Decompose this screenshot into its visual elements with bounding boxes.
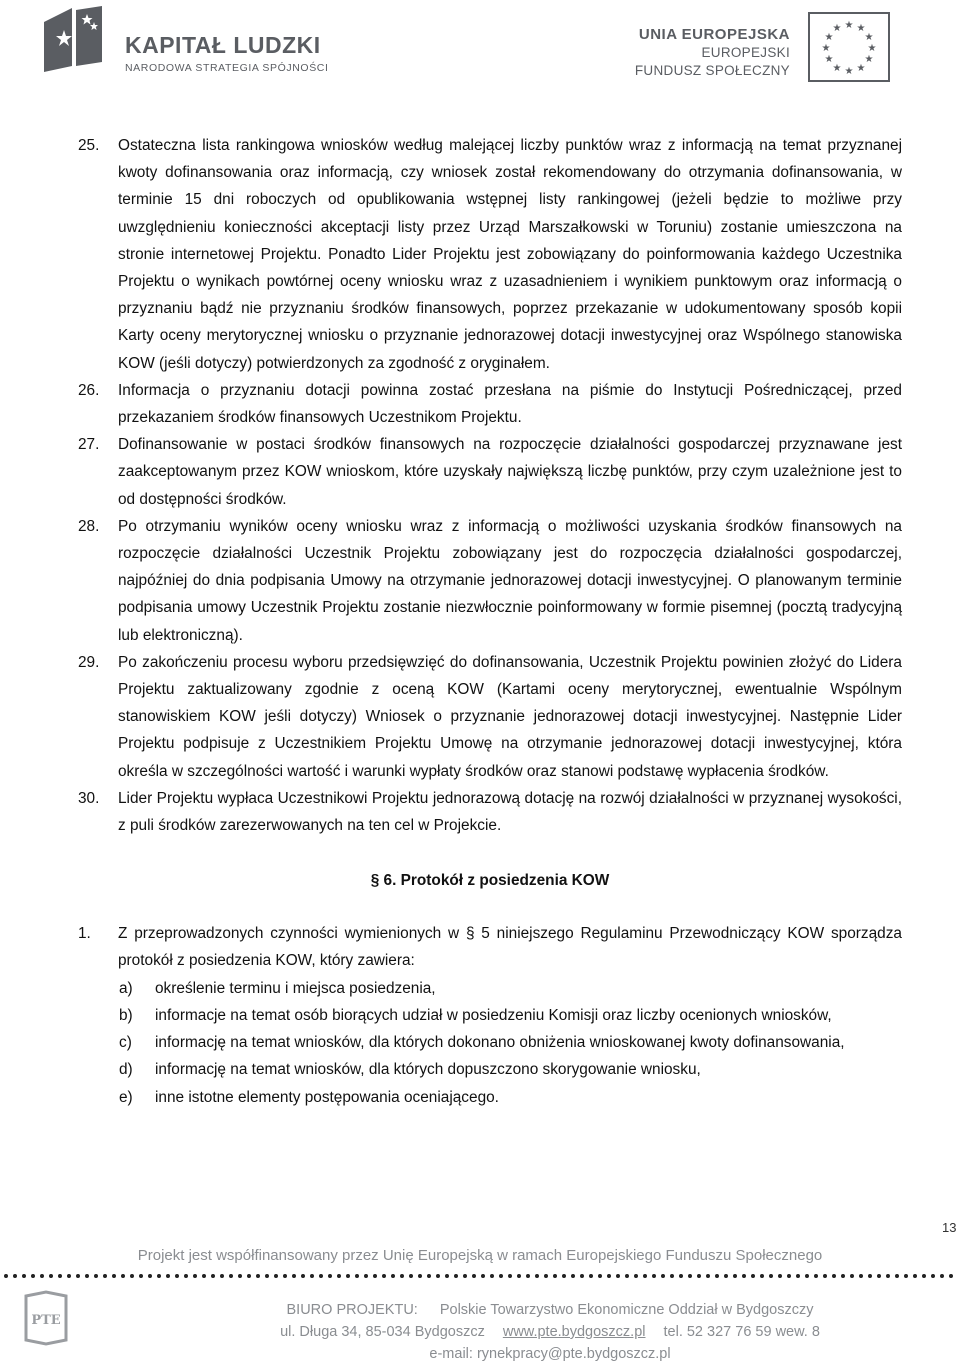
svg-text:★: ★ (824, 54, 834, 65)
sub-item-text: określenie terminu i miejsca posiedzenia, (155, 979, 436, 997)
email-line: e-mail: rynekpracy@pte.bydgoszcz.pl (429, 1346, 671, 1362)
item-text: Lider Projektu wypłaca Uczestnikowi Projektu jednorazową dotację na rozwój działalności w przyznanej wysokości, z puli środków zarezerwowanych na ten cel w Projekcie. (118, 789, 902, 835)
svg-text:★: ★ (832, 63, 842, 74)
sub-list (78, 975, 902, 1111)
item-number: 29. (78, 653, 100, 671)
svg-text:★: ★ (844, 20, 854, 31)
eu-line-1: UNIA EUROPEJSKA (638, 26, 790, 43)
eu-line-3: FUNDUSZ SPOŁECZNY (634, 63, 790, 78)
contact-line (70, 1324, 960, 1340)
sub-item-letter: e) (119, 1088, 133, 1106)
list-item-28 (78, 513, 902, 649)
page-header (0, 0, 960, 100)
svg-text:★: ★ (864, 32, 874, 43)
cofinancing-note: Projekt jest współfinansowany przez Unię Europejską w ramach Europejskiego Funduszu Społecznego (137, 1247, 823, 1264)
svg-text:★: ★ (856, 63, 866, 74)
sub-item-text: inne istotne elementy postępowania oceniającego. (155, 1088, 499, 1106)
svg-text:★: ★ (821, 43, 831, 54)
sub-list-item (78, 975, 902, 1002)
kapital-ludzki-logo-icon (42, 4, 104, 74)
sub-item-letter: b) (119, 1006, 133, 1024)
sub-item-letter: a) (119, 979, 133, 997)
item-text: Z przeprowadzonych czynności wymienionych w § 5 niniejszego Regulaminu Przewodniczący KOW sporządza protokół z posiedzenia KOW, który zawiera: (118, 925, 902, 970)
sub-item-letter: d) (119, 1061, 133, 1079)
list-item-27 (78, 431, 902, 513)
kapital-ludzki-subtitle: NARODOWA STRATEGIA SPÓJNOŚCI (125, 62, 329, 74)
svg-text:PTE: PTE (31, 1313, 61, 1328)
item-text: Informacja o przyznaniu dotacji powinna zostać przesłana na piśmie do Instytucji Pośredniczącej, przed przekazaniem środków finansowych Uczestnikom Projektu. (118, 381, 902, 427)
svg-text:★: ★ (844, 66, 854, 77)
svg-text:★: ★ (867, 43, 877, 54)
eu-logo-text (635, 26, 790, 80)
sub-list-item (78, 1002, 902, 1029)
page-number: 13 (942, 1220, 957, 1235)
item-text: Po zakończeniu procesu wyboru przedsięwzięć do dofinansowania, Uczestnik Projektu powinien złożyć do Lidera Projektu zaktualizowany zgodnie z oceną KOW (Kartami oceny merytorycznej, ewentualnie Wspólnym stanowiskiem KOW jeśli dotyczy) Wniosek o przyznanie jednorazowej dotacji inwestycyjnej. Następnie Lider Projektu podpisuje z Uczestnikiem Projektu Umowę na otrzymanie jednorazowej dotacji inwestycyjnej, która określa w szczególności wartość i warunki wypłaty środków oraz stanowi podstawę wypłacenia środków. (118, 653, 902, 780)
item-number: 26. (78, 381, 100, 399)
item-number: 28. (78, 517, 100, 535)
office-name: Polskie Towarzystwo Ekonomiczne Oddział w Bydgoszczy (439, 1302, 814, 1318)
office-line (70, 1302, 960, 1318)
item-number: 27. (78, 436, 100, 454)
sub-item-text: informację na temat wniosków, dla których dokonano obniżenia wnioskowanej kwoty dofinansowania, (155, 1034, 845, 1052)
sub-list-item (78, 1084, 902, 1111)
svg-text:★: ★ (824, 32, 834, 43)
svg-text:★: ★ (864, 54, 874, 65)
list-item-30 (78, 785, 902, 839)
list-item-29 (78, 649, 902, 785)
section-title: § 6. Protokół z posiedzenia KOW (370, 872, 610, 890)
item-text: Po otrzymaniu wyników oceny wniosku wraz z informacją o możliwości uzyskania środków finansowych na rozpoczęcie działalności Uczestnik Projektu zobowiązany jest do rozpoczęcia działalności gospodarczej, najpóźniej do dnia podpisania Umowy na otrzymanie jednorazowej dotacji inwestycyjnej. O planowanym terminie podpisania umowy Uczestnik Projektu zostanie niezwłocznie poinformowany w formie pisemnej (pocztą tradycyjną lub elektroniczną). (118, 517, 902, 644)
phone-number: tel. 52 327 76 59 wew. 8 (663, 1324, 820, 1340)
office-address: ul. Długa 34, 85-034 Bydgoszcz (280, 1324, 485, 1340)
eu-flag-icon (808, 12, 890, 82)
item-text: Dofinansowanie w postaci środków finansowych na rozpoczęcie działalności gospodarczej przyznawane jest zaakceptowanym przez KOW wnioskom, które uzyskały największą liczbę punktów, przy czym uzależnione jest to od dostępności środków. (118, 436, 902, 508)
document-body (78, 132, 902, 1111)
list-item-25 (78, 132, 902, 377)
sub-item-text: informację na temat wniosków, dla których dopuszczono skorygowanie wniosku, (155, 1061, 701, 1079)
item-number: 1. (78, 925, 91, 943)
pte-logo-icon (22, 1290, 70, 1346)
eu-line-2: EUROPEJSKI (701, 45, 790, 60)
kapital-ludzki-title: KAPITAŁ LUDZKI (125, 32, 321, 58)
sub-item-letter: c) (119, 1034, 132, 1052)
list-item-26 (78, 377, 902, 431)
svg-text:★: ★ (832, 23, 842, 34)
item-number: 30. (78, 789, 100, 807)
sub-item-text: informacje na temat osób biorących udział w posiedzeniu Komisji oraz liczby ocenionych wniosków, (155, 1006, 832, 1024)
office-label: BIURO PROJEKTU: (286, 1302, 418, 1318)
svg-text:★: ★ (856, 23, 866, 34)
item-number: 25. (78, 137, 100, 154)
dotted-divider (0, 1270, 960, 1282)
website-link[interactable]: www.pte.bydgoszcz.pl (502, 1324, 646, 1340)
sub-list-item (78, 1029, 902, 1056)
item-text: Ostateczna lista rankingowa wniosków według malejącej liczby punktów wraz z informacją na temat przyznanej kwoty dofinansowania oraz informacją, czy wniosek został rekomendowany do otrzymania dofinansowania, w terminie 15 dni roboczych od opublikowania wstępnej listy rankingowej (jeżeli będzie to możliwe przy uwzględnieniu konieczności akceptacji listy przez Urząd Marszałkowski w Toruniu) zostanie umieszczona na stronie internetowej Projektu. Ponadto Lider Projektu jest zobowiązany do poinformowania każdego Uczestnika Projektu o wynikach powtórnej oceny wniosku wraz z uzasadnieniem i wynikiem punktowym oraz informacją o przyznaniu bądź nie przyznaniu środków finansowych, poprzez przekazanie w udokumentowany sposób kopii Karty oceny merytorycznej wniosku o przyznanie jednorazowej dotacji inwestycyjnej oraz Wspólnego stanowiska KOW (jeśli dotyczy) potwierdzonych za zgodność z oryginałem. (118, 137, 902, 372)
section-list-item-1 (78, 920, 902, 974)
sub-list-item (78, 1056, 902, 1083)
